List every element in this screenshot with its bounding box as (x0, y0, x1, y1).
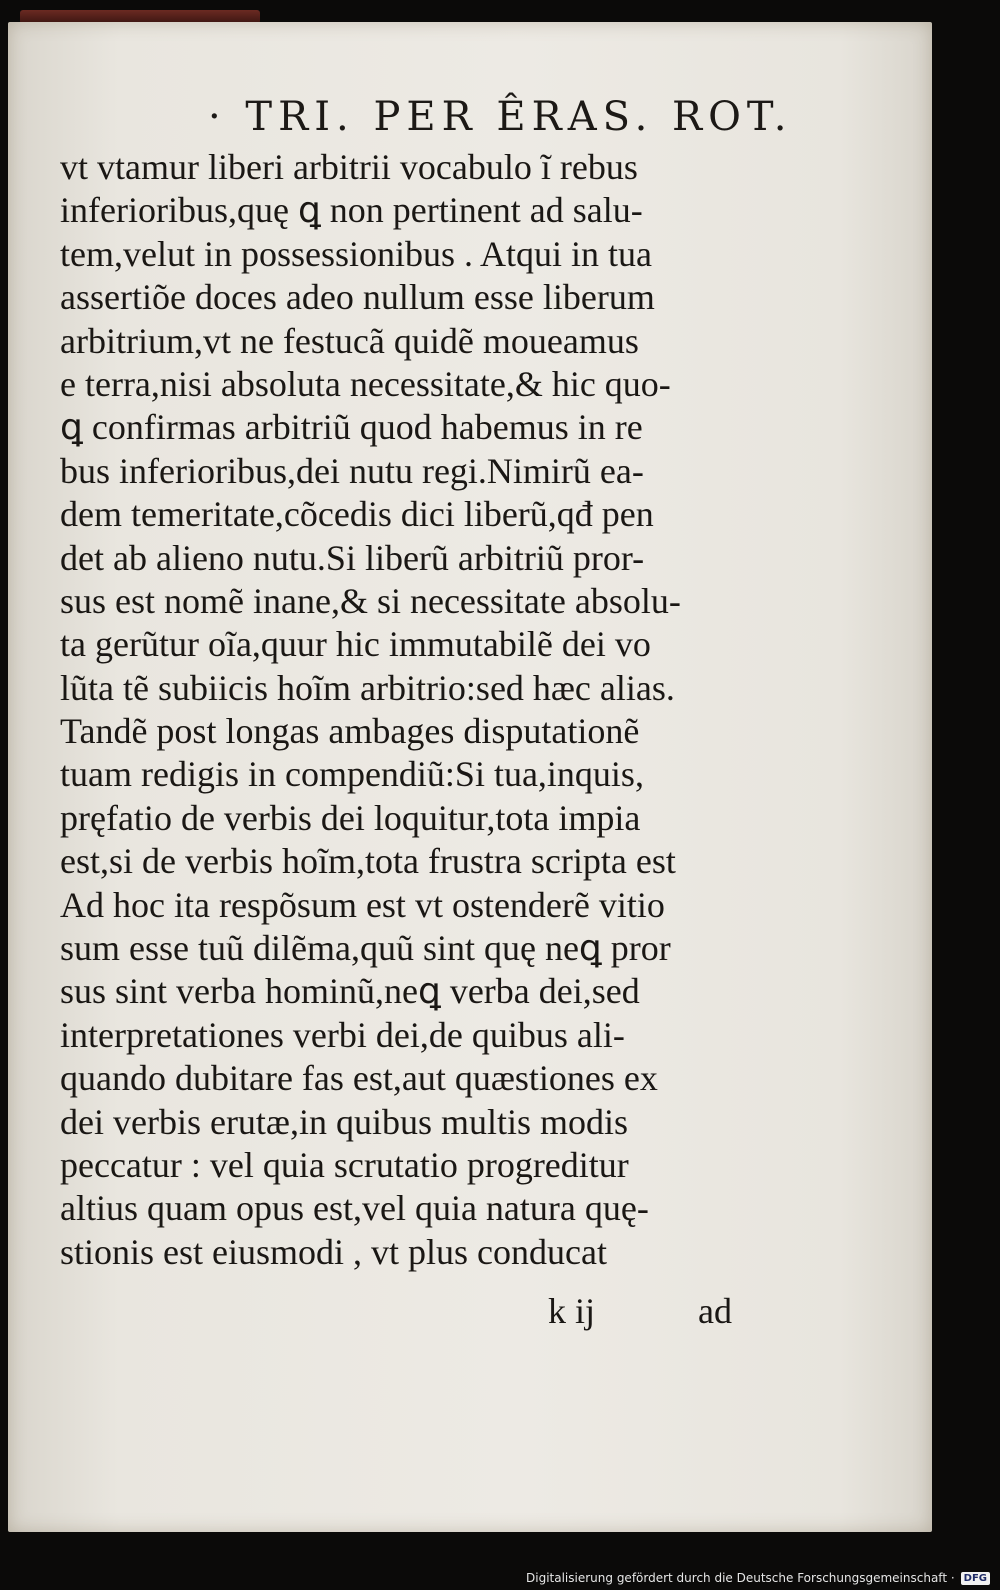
text-line: vt vtamur liberi arbitrii vocabulo ĩ rebus (60, 147, 638, 187)
text-line: ta gerũtur oĩa,quur hic immutabilẽ dei vo (60, 624, 651, 665)
text-line: bus inferioribus,dei nutu regi.Nimirũ ea- (60, 450, 644, 491)
text-line: inferioribus,quę ꝗ non pertinent ad salu- (60, 190, 643, 231)
catchword: ad (698, 1291, 732, 1331)
signature-mark: k ij (548, 1291, 596, 1331)
dfg-logo: DFG (961, 1572, 990, 1585)
text-line: lũta tẽ subiicis hoĩm arbitrio:sed hæc alias. (60, 667, 675, 708)
book-page (8, 22, 932, 1532)
text-line: sus est nomẽ inane,& si necessitate absolu- (60, 580, 681, 621)
text-line: tuam redigis in compendiũ:Si tua,inquis, (60, 754, 644, 795)
text-line: e terra,nisi absoluta necessitate,& hic quo- (60, 363, 671, 404)
text-line: dei verbis erutæ,in quibus multis modis (60, 1101, 628, 1142)
text-line: Ad hoc ita respõsum est vt ostenderẽ vitio (60, 884, 665, 925)
text-line: tem,velut in possessionibus . Atqui in tua (60, 233, 652, 274)
text-line: quando dubitare fas est,aut quæstiones ex (60, 1058, 658, 1099)
text-line: arbitrium,vt ne festucã quidẽ moueamus (60, 320, 639, 361)
text-block (60, 146, 760, 1274)
footer-credit: Digitalisierung gefördert durch die Deutsche Forschungsgemeinschaft · (526, 1571, 955, 1585)
running-head: · TRI. PER ÊRAS. ROT. (208, 94, 793, 140)
text-line: est,si de verbis hoĩm,tota frustra scripta est (60, 841, 676, 882)
text-line: assertiõe doces adeo nullum esse liberum (60, 277, 655, 318)
digitization-footer (526, 1568, 990, 1588)
text-line: interpretationes verbi dei,de quibus ali- (60, 1014, 625, 1055)
text-line: Tandẽ post longas ambages disputationẽ (60, 711, 640, 752)
text-line: ꝗ confirmas arbitriũ quod habemus in re (60, 407, 643, 448)
text-line: dem temeritate,cõcedis dici liberũ,qđ pen (60, 494, 654, 535)
text-line: altius quam opus est,vel quia natura quę- (60, 1188, 649, 1229)
text-line: pręfatio de verbis dei loquitur,tota impia (60, 797, 641, 838)
text-line: det ab alieno nutu.Si liberũ arbitriũ pror- (60, 537, 645, 578)
text-line: sus sint verba hominũ,neꝗ verba dei,sed (60, 971, 640, 1012)
text-line: peccatur : vel quia scrutatio progreditur (60, 1144, 629, 1185)
text-line: sum esse tuũ dilẽma,quũ sint quę neꝗ pror (60, 928, 671, 969)
text-line: stionis est eiusmodi , vt plus conducat (60, 1231, 607, 1272)
